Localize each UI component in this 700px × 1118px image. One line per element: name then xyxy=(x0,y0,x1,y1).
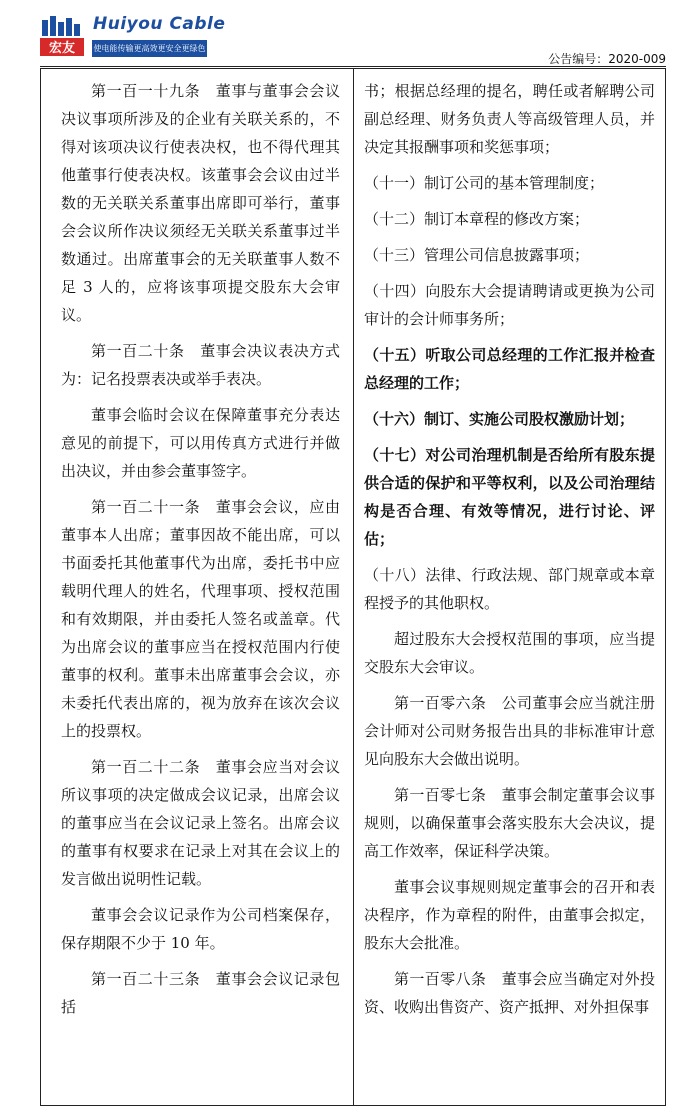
right-column-paragraph: （十五）听取公司总经理的工作汇报并检查总经理的工作； xyxy=(364,346,655,392)
left-column-paragraph: 董事会临时会议在保障董事充分表达意见的前提下，可以用传真方式进行并做出决议，并由参会董事签字。 xyxy=(61,406,340,480)
left-column-paragraph: 董事会会议记录作为公司档案保存，保存期限不少于 10 年。 xyxy=(61,906,340,952)
right-column-paragraph: 超过股东大会授权范围的事项，应当提交股东大会审议。 xyxy=(364,630,655,676)
brand-tagline: 使电能传输更高效更安全更绿色 xyxy=(92,40,207,57)
company-logo-icon xyxy=(40,14,84,58)
page-header xyxy=(0,0,700,66)
right-column-paragraph: 第一百零八条 董事会应当确定对外投资、收购出售资产、资产抵押、对外担保事 xyxy=(364,970,655,1016)
right-column-paragraph: 董事会议事规则规定董事会的召开和表决程序，作为章程的附件，由董事会拟定，股东大会批准。 xyxy=(364,878,655,952)
right-column-paragraph: （十六）制订、实施公司股权激励计划； xyxy=(364,410,635,428)
right-column-paragraph: 第一百零六条 公司董事会应当就注册会计师对公司财务报告出具的非标准审计意见向股东大会做出说明。 xyxy=(364,694,655,768)
left-column xyxy=(41,69,353,1105)
comparison-table xyxy=(40,68,666,1106)
right-column-paragraph: （十八）法律、行政法规、部门规章或本章程授予的其他职权。 xyxy=(364,566,655,612)
left-column-paragraph: 第一百二十一条 董事会会议，应由董事本人出席；董事因故不能出席，可以书面委托其他董事代为出席，委托书中应载明代理人的姓名，代理事项、授权范围和有效期限，并由委托人签名或盖章。代为出席会议的董事应当在授权范围内行使董事的权利。董事未出席董事会会议，亦未委托代表出席的，视为放弃在该次会议上的投票权。 xyxy=(61,498,340,740)
announcement-number: 公告编号：2020-009 xyxy=(548,52,666,66)
right-column-paragraph: （十二）制订本章程的修改方案； xyxy=(364,210,590,228)
brand-name: Huiyou Cable xyxy=(93,14,226,34)
right-column-paragraph: （十一）制订公司的基本管理制度； xyxy=(364,174,605,192)
right-column-paragraph: 第一百零七条 董事会制定董事会议事规则，以确保董事会落实股东大会决议，提高工作效率，保证科学决策。 xyxy=(364,786,655,860)
left-column-paragraph: 第一百一十九条 董事与董事会会议决议事项所涉及的企业有关联关系的，不得对该项决议行使表决权，也不得代理其他董事行使表决权。该董事会会议由过半数的无关联关系董事出席即可举行，董事会会议所作决议须经无关联关系董事过半数通过。出席董事会的无关联董事人数不足 3 人的，应将该事项提交股东大会审议。 xyxy=(61,82,340,324)
logo-mark-text: 宏友 xyxy=(48,41,76,56)
header-divider xyxy=(40,66,666,67)
right-column xyxy=(353,69,665,1105)
left-column-paragraph: 第一百二十条 董事会决议表决方式为：记名投票表决或举手表决。 xyxy=(61,342,340,388)
right-column-paragraph: （十四）向股东大会提请聘请或更换为公司审计的会计师事务所； xyxy=(364,282,655,328)
right-column-paragraph: （十七）对公司治理机制是否给所有股东提供合适的保护和平等权利，以及公司治理结构是否合理、有效等情况，进行讨论、评估； xyxy=(364,446,655,548)
left-column-paragraph: 第一百二十三条 董事会会议记录包括 xyxy=(61,970,340,1016)
right-column-paragraph: （十三）管理公司信息披露事项； xyxy=(364,246,590,264)
right-column-paragraph: 书；根据总经理的提名，聘任或者解聘公司副总经理、财务负责人等高级管理人员，并决定其报酬事项和奖惩事项； xyxy=(364,82,655,156)
left-column-paragraph: 第一百二十二条 董事会应当对会议所议事项的决定做成会议记录，出席会议的董事应当在会议记录上签名。出席会议的董事有权要求在记录上对其在会议上的发言做出说明性记载。 xyxy=(61,758,340,888)
